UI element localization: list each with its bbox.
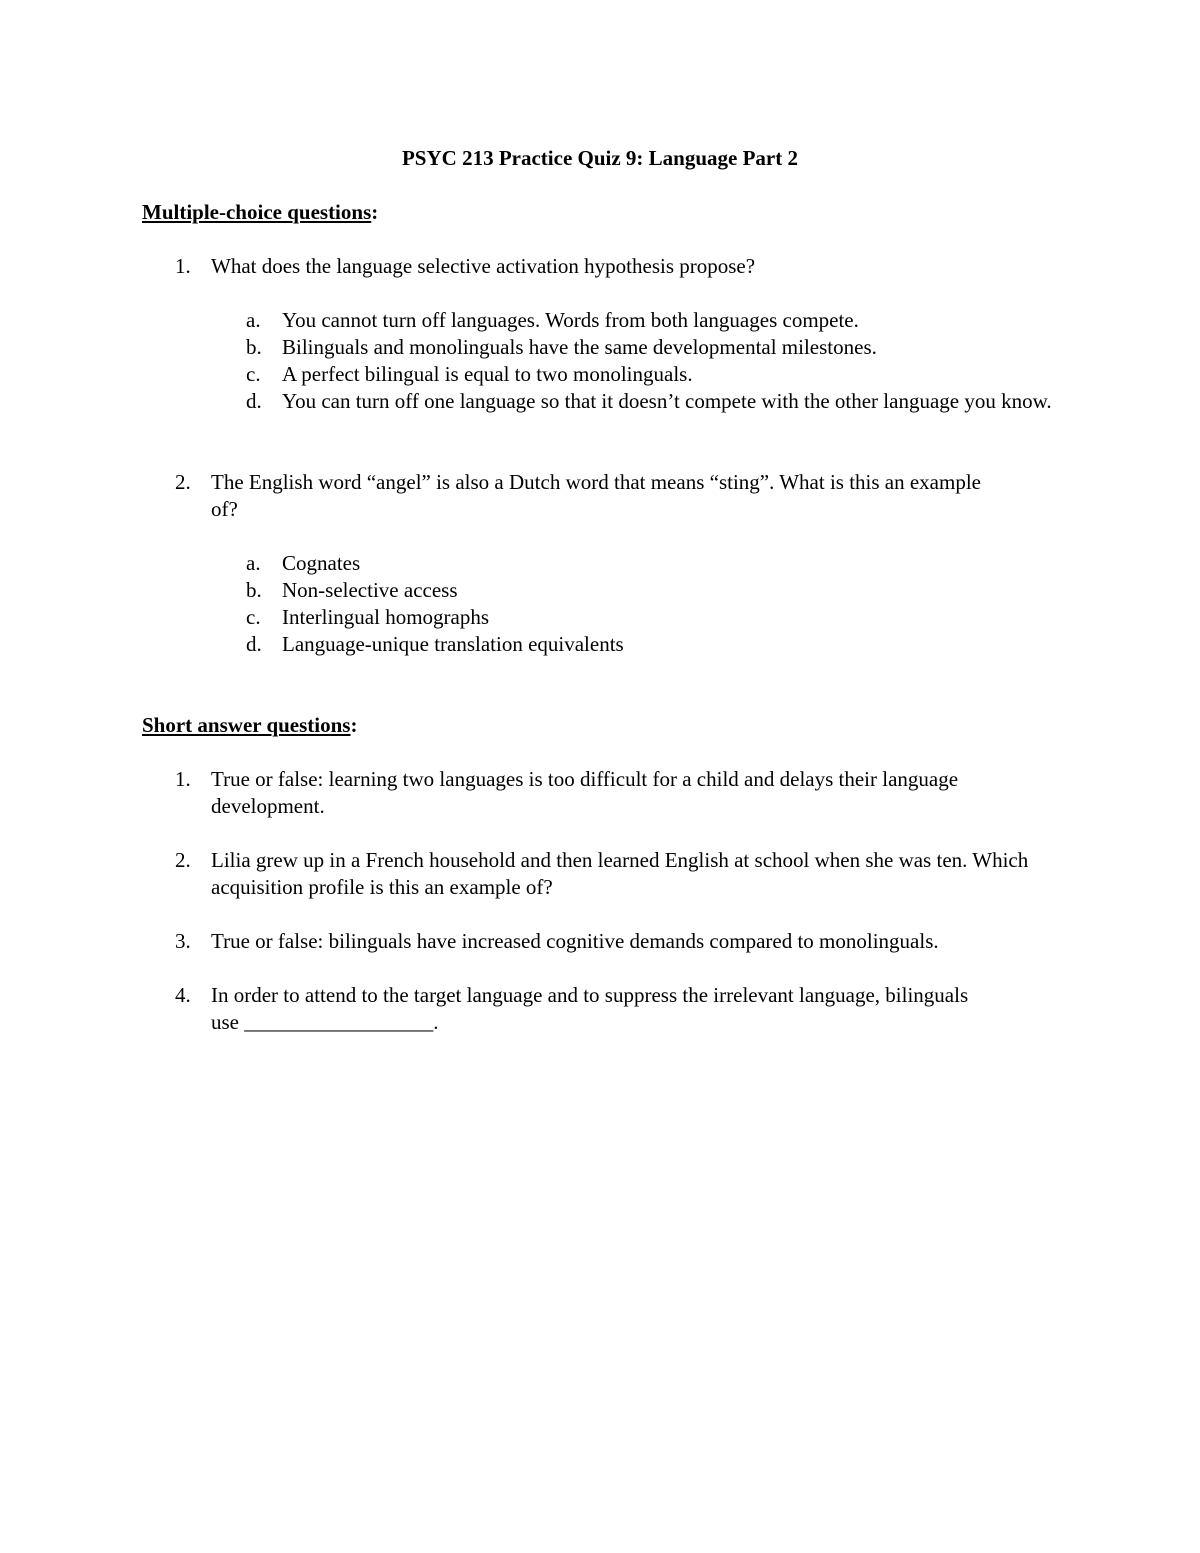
- option-letter: d.: [246, 632, 262, 656]
- option-text: You can turn off one language so that it doesn’t compete with the other language you know.: [282, 389, 1052, 413]
- question-number: 2.: [175, 470, 191, 494]
- sa-section-heading: [142, 712, 357, 739]
- option-letter: c.: [246, 605, 261, 629]
- option-text: Cognates: [282, 551, 361, 575]
- question-number: 1.: [175, 767, 191, 791]
- mc-section-heading-text: Multiple-choice questions: [142, 200, 372, 224]
- option-text: Bilinguals and monolinguals have the same developmental milestones.: [282, 335, 877, 359]
- question-text: True or false: bilinguals have increased cognitive demands compared to monolinguals.: [211, 929, 939, 953]
- option-letter: b.: [246, 578, 262, 602]
- option-text: Non-selective access: [282, 578, 458, 602]
- question-number: 1.: [175, 254, 191, 278]
- option-letter: a.: [246, 551, 261, 575]
- option-letter: a.: [246, 308, 261, 332]
- mc-section-heading: [142, 199, 378, 226]
- page-title: PSYC 213 Practice Quiz 9: Language Part 2: [401, 146, 799, 170]
- sa-section-heading-text: Short answer questions: [142, 713, 351, 737]
- option-letter: b.: [246, 335, 262, 359]
- option-letter: d.: [246, 389, 262, 413]
- question-text: Lilia grew up in a French household and then learned English at school when she was ten. Which acquisition profile is this an example of?: [211, 848, 1029, 899]
- question-number: 3.: [175, 929, 191, 953]
- question-text: True or false: learning two languages is too difficult for a child and delays their language development.: [211, 767, 959, 818]
- mc-section-heading-colon: :: [371, 200, 379, 224]
- option-text: A perfect bilingual is equal to two monolinguals.: [282, 362, 693, 386]
- option-text: Language-unique translation equivalents: [282, 632, 624, 656]
- option-letter: c.: [246, 362, 261, 386]
- question-text: In order to attend to the target language and to suppress the irrelevant language, bilinguals use __________________.: [211, 983, 969, 1034]
- question-text: What does the language selective activation hypothesis propose?: [211, 254, 756, 278]
- question-number: 4.: [175, 983, 191, 1007]
- option-text: You cannot turn off languages. Words from both languages compete.: [282, 308, 859, 332]
- option-text: Interlingual homographs: [282, 605, 490, 629]
- question-number: 2.: [175, 848, 191, 872]
- question-text: The English word “angel” is also a Dutch word that means “sting”. What is this an example of?: [211, 470, 981, 521]
- sa-section-heading-colon: :: [350, 713, 358, 737]
